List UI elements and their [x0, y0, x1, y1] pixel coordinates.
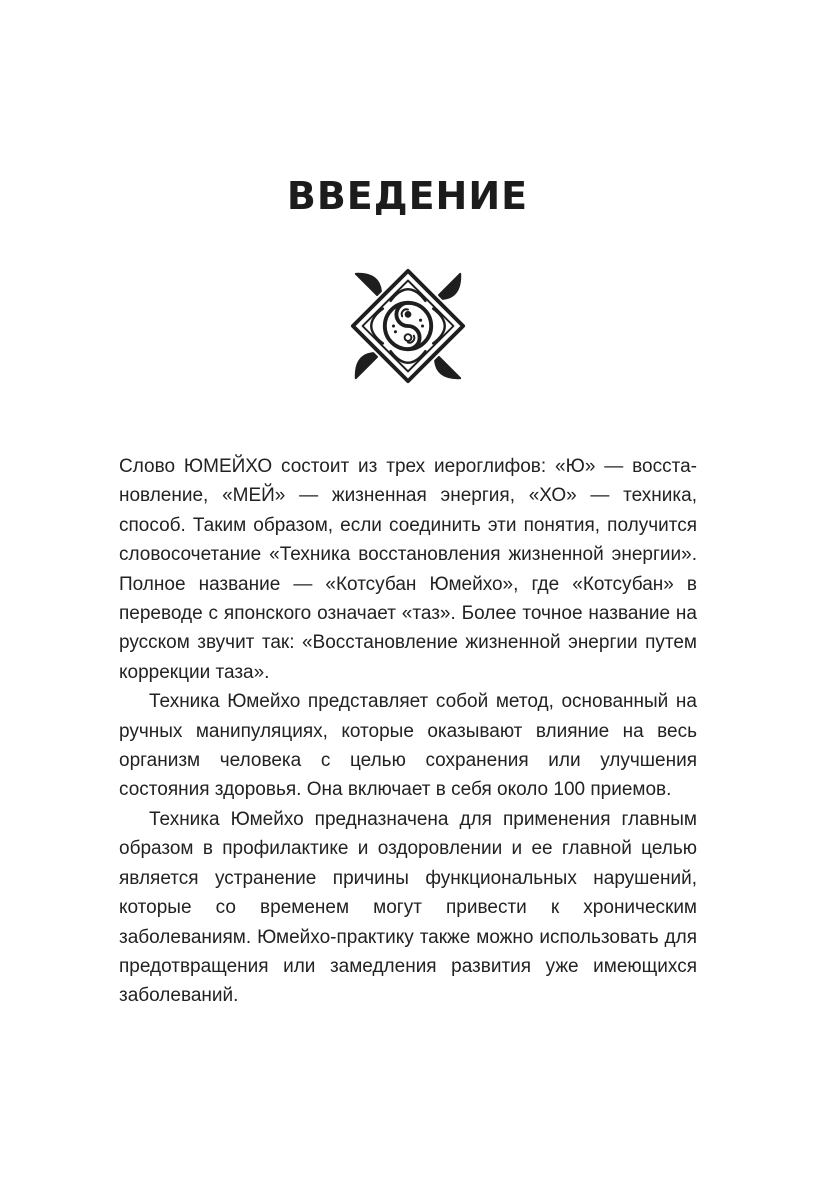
paragraph-technique: Техника Юмейхо представляет собой метод, основанный на ручных манипуляциях, которые оказывают влияние на весь организм человека с целью сохранения или улучшения состояния здоровья. Она включает в себя около 100 приемов.	[119, 691, 697, 801]
yin-yang-lotus-icon	[349, 268, 467, 384]
chapter-body	[119, 452, 697, 1011]
paragraph-intro: Слово ЮМЕЙХО состоит из трех иероглифов: «Ю» — восстановление, «МЕЙ» — жизненная энергия, «ХО» — техника, способ. Таким образом, если соединить эти понятия, получится словосочетание «Техника восстановления жизненной энергии». Полное название — «Котсубан Юмейхо», где «Котсубан» в переводе с японского означает «таз». Более точное название на русском звучит так: «Восстановление жизненной энергии путем коррекции таза».	[119, 456, 697, 683]
chapter-title: ВВЕДЕНИЕ	[286, 174, 529, 218]
paragraph-purpose: Техника Юмейхо предназначена для применения главным образом в профилактике и оздоровлении и ее главной целью является устранение причины функциональных нарушений, которые со временем могут привести к хроническим заболеваниям. Юмейхо-практику также можно использовать для предотвращения или замедления развития уже имеющихся заболеваний.	[119, 808, 697, 1007]
